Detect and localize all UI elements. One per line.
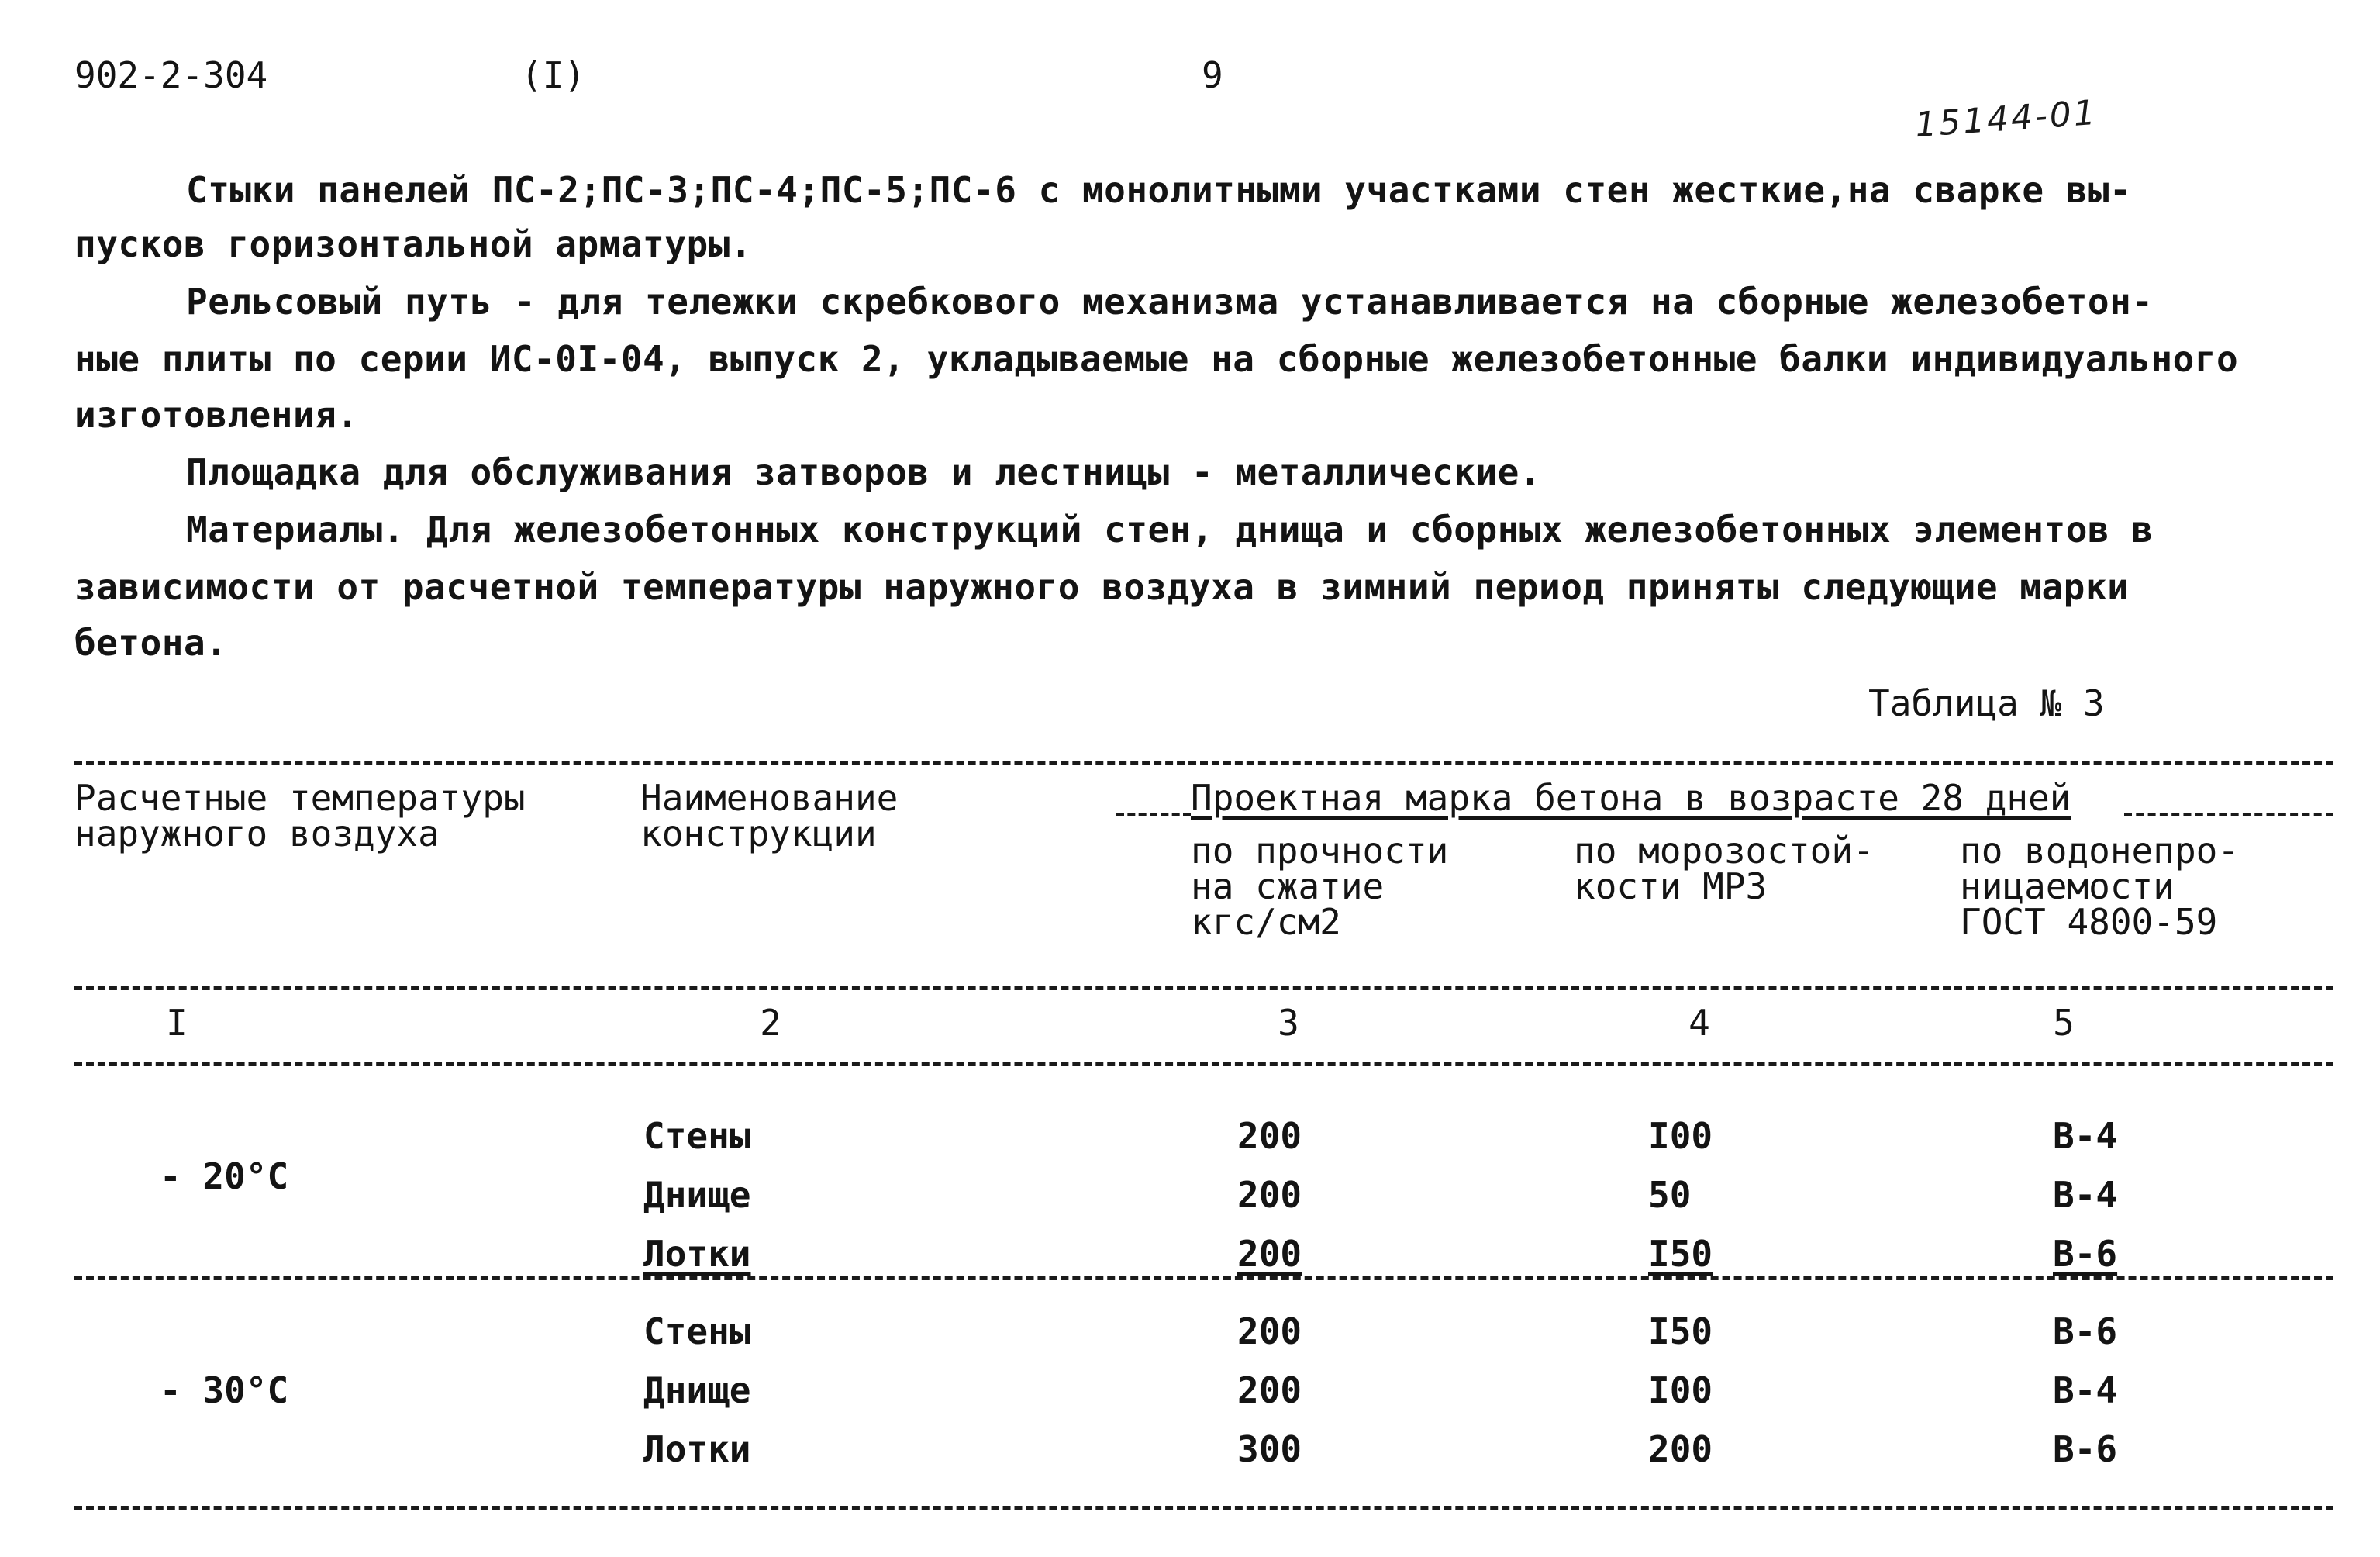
row-frost: 50 [1648, 1174, 1692, 1216]
paragraph-3-line-1: Площадка для обслуживания затворов и лестницы - металлические. [186, 451, 1542, 493]
header-calc-temperature: Расчетные температуры наружного воздуха [74, 777, 526, 854]
group-rule-left [1116, 813, 1191, 816]
header-concrete-grade-group: Проектная марка бетона в возрасте 28 дней [1191, 777, 2071, 819]
header-construction-name: Наименование конструкции [640, 777, 899, 854]
part-number: (I) [521, 54, 586, 96]
handwritten-note: 15144-01 [1913, 92, 2099, 146]
paragraph-2-line-3: изготовления. [74, 394, 359, 436]
row-water: В-6 [2053, 1428, 2118, 1470]
column-number-2: 2 [760, 1002, 781, 1044]
header-water-resistance: по водонепро- ницаемости ГОСТ 4800-59 [1960, 830, 2240, 943]
paragraph-2-line-1: Рельсовый путь - для тележки скребкового механизма устанавливается на сборные железобетон- [186, 281, 2154, 323]
paragraph-4-line-1: Материалы. Для железобетонных конструкций стен, днища и сборных железобетонных элементов в [186, 509, 2154, 551]
row-frost: I00 [1648, 1115, 1713, 1157]
temperature-minus-30: - 30°C [160, 1369, 289, 1411]
table-rule-numbers [74, 1062, 2333, 1066]
paragraph-4-line-2: зависимости от расчетной температуры наружного воздуха в зимний период приняты следующие марки [74, 566, 2130, 608]
row-water: В-4 [2053, 1115, 2118, 1157]
row-name: Днище [643, 1369, 751, 1411]
document-code: 902-2-304 [74, 54, 268, 96]
row-name: Стены [643, 1115, 751, 1157]
row-water: В-6 [2053, 1310, 2118, 1352]
table-caption: Таблица № 3 [1868, 682, 2105, 724]
temperature-minus-20: - 20°C [160, 1155, 289, 1197]
row-name: Лотки [643, 1233, 751, 1275]
table-rule-header [74, 986, 2333, 990]
table-rule-group-separator [74, 1276, 2333, 1280]
row-strength: 200 [1237, 1115, 1302, 1157]
row-name: Стены [643, 1310, 751, 1352]
row-strength: 300 [1237, 1428, 1302, 1470]
column-number-3: 3 [1278, 1002, 1299, 1044]
paragraph-1-line-2: пусков горизонтальной арматуры. [74, 223, 753, 265]
table-rule-bottom [74, 1506, 2333, 1510]
column-number-1: I [166, 1002, 188, 1044]
table-rule-top [74, 761, 2333, 765]
column-number-4: 4 [1688, 1002, 1710, 1044]
paragraph-4-line-3: бетона. [74, 622, 228, 664]
row-name: Днище [643, 1174, 751, 1216]
row-strength: 200 [1237, 1233, 1302, 1275]
row-water: В-4 [2053, 1369, 2118, 1411]
row-water: В-4 [2053, 1174, 2118, 1216]
header-compressive-strength: по прочности на сжатие кгс/см2 [1191, 830, 1449, 943]
row-strength: 200 [1237, 1174, 1302, 1216]
row-frost: I00 [1648, 1369, 1713, 1411]
row-frost: I50 [1648, 1233, 1713, 1275]
group-rule-right [2124, 813, 2333, 816]
row-strength: 200 [1237, 1310, 1302, 1352]
header-frost-resistance: по морозостой- кости МРЗ [1574, 830, 1875, 907]
row-strength: 200 [1237, 1369, 1302, 1411]
row-frost: 200 [1648, 1428, 1713, 1470]
row-frost: I50 [1648, 1310, 1713, 1352]
row-water: В-6 [2053, 1233, 2118, 1275]
row-name: Лотки [643, 1428, 751, 1470]
page-number: 9 [1202, 54, 1223, 96]
paragraph-1-line-1: Стыки панелей ПС-2;ПС-3;ПС-4;ПС-5;ПС-6 с монолитными участками стен жесткие,на сварке вы- [186, 169, 2132, 211]
paragraph-2-line-2: ные плиты по серии ИС-0I-04, выпуск 2, укладываемые на сборные железобетонные балки индивидуального [74, 338, 2239, 380]
column-number-5: 5 [2053, 1002, 2075, 1044]
